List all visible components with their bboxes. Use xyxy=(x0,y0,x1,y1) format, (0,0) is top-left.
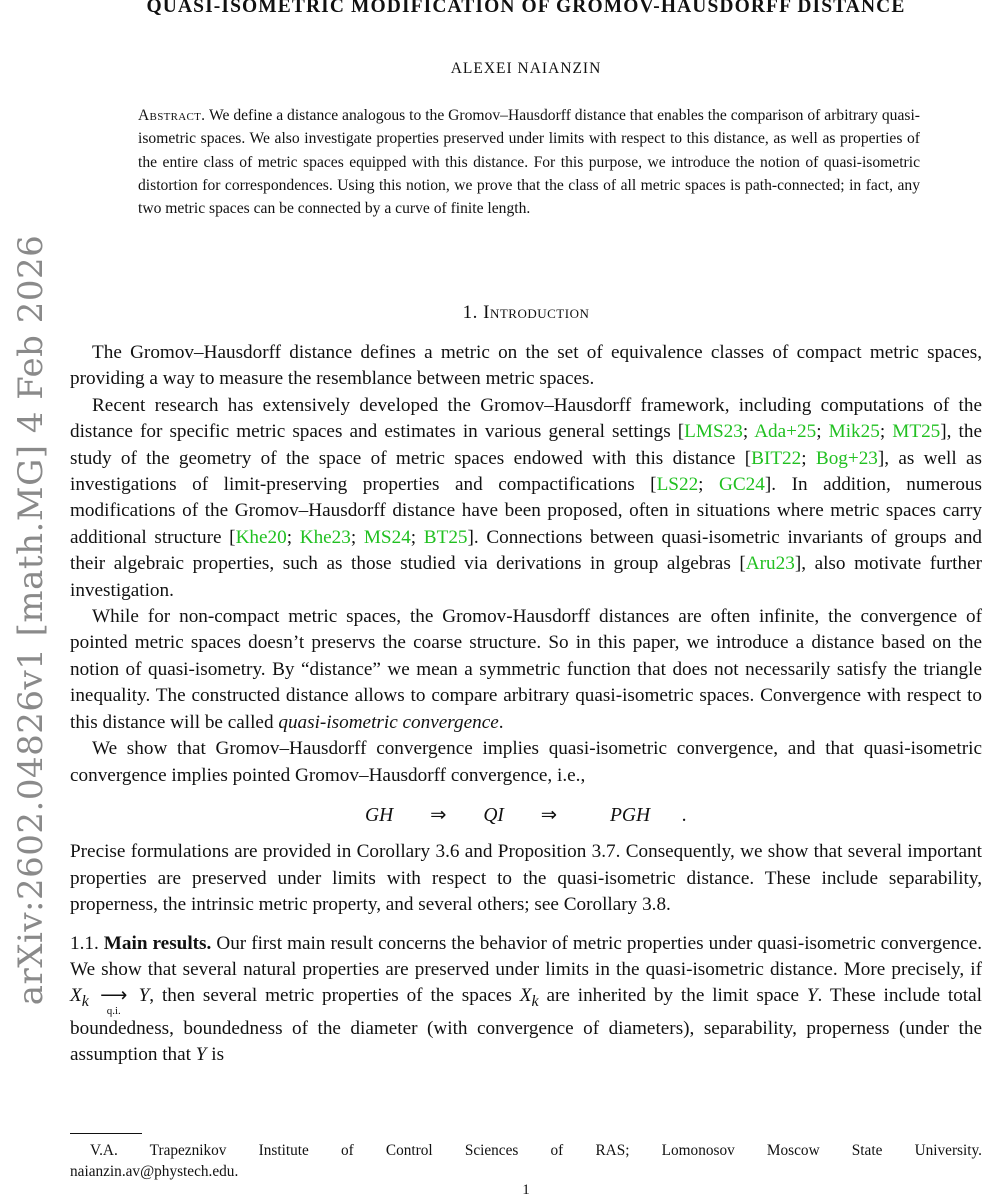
footnote-rule xyxy=(70,1133,142,1134)
equation-term: GH xyxy=(365,804,394,826)
subsection-heading: Main results. xyxy=(103,932,212,954)
page-number: 1 xyxy=(522,1182,530,1198)
main-body xyxy=(70,340,982,1068)
subsection-main-results xyxy=(70,931,982,1069)
citation-link[interactable]: LS22 xyxy=(656,474,699,496)
math-var: Y xyxy=(806,985,818,1007)
equation-term-text: PGH xyxy=(609,804,651,826)
citation-link[interactable]: Mik25 xyxy=(828,421,880,443)
implies-arrow: ⇒ xyxy=(430,804,447,826)
text-span: ], the study of the geometry of the space of metric spaces endowed with this distance [ xyxy=(70,421,982,469)
text-span: ], as well as investigations of limit-preserving properties and compactifications [ xyxy=(70,447,982,496)
citation-link[interactable]: Aru23 xyxy=(745,553,795,575)
text-span: ; xyxy=(742,421,755,443)
citation-link[interactable]: Bog+23 xyxy=(815,447,878,469)
text-span: Recent research has extensively developed the Gromov–Hausdorff framework, including computations of the distance for specific metric spaces and estimates in various general settings [ xyxy=(70,394,982,443)
arrow-subscript: q.i. xyxy=(106,1005,121,1018)
citation-link[interactable]: GC24 xyxy=(719,474,765,496)
text-span: ; xyxy=(286,526,300,548)
paragraph-1: The Gromov–Hausdorff distance defines a metric on the set of equivalence classes of compact metric spaces, providing a way to measure the resemblance between metric spaces. xyxy=(70,342,982,390)
arxiv-identifier-stamp: arXiv:2602.04826v1 [math.MG] 4 Feb 2026 xyxy=(11,234,51,1006)
text-span: . xyxy=(498,711,504,733)
citation-link[interactable]: BT25 xyxy=(423,526,468,548)
paragraph-2 xyxy=(70,393,982,604)
abstract-text: We define a distance analogous to the Gromov–Hausdorff distance that enables the comparison of arbitrary quasi-isometric spaces. We also investigate properties preserved under limits with respect to this distance, as well as properties of the entire class of metric spaces equipped with this distance. For this purpose, we introduce the notion of quasi-isometric distortion for correspondences. Using this notion, we prove that the class of all metric spaces is path-connected; in fact, any two metric spaces can be connected by a curve of finite length. xyxy=(138,107,920,218)
math-var: Y xyxy=(195,1043,207,1065)
paragraph-4: We show that Gromov–Hausdorff convergence implies quasi-isometric convergence, and that quasi-isometric convergence implies pointed Gromov–Hausdorff convergence, i.e., xyxy=(70,738,982,786)
text-span: ; xyxy=(801,447,816,469)
footnote-affiliation: V.A. Trapeznikov Institute of Control Sciences of RAS; Lomonosov Moscow State University. xyxy=(90,1142,982,1159)
text-span: . These include total boundedness, boundedness of the diameter (with convergence of diameters), separability, properness (under the assumption that xyxy=(70,985,983,1065)
footnote-email[interactable]: naianzin.av@phystech.edu. xyxy=(70,1163,239,1180)
display-equation xyxy=(70,803,982,829)
qi-convergence-arrow xyxy=(97,983,131,1018)
paragraph-3 xyxy=(70,604,982,736)
text-span: ; xyxy=(816,421,829,443)
math-var: X xyxy=(519,985,532,1007)
text-span: Our first main result concerns the behavior of metric properties under quasi-isometric convergence. We show that several natural properties are preserved under limits in the quasi-isometric distance. More precisely, if xyxy=(70,932,983,980)
footnote xyxy=(70,1140,982,1182)
text-span: ], also motivate further investigation. xyxy=(70,553,982,601)
section-title: Introduction xyxy=(483,302,590,323)
equation-term xyxy=(594,803,703,829)
citation-link[interactable]: Ada+25 xyxy=(754,421,817,443)
section-heading-introduction xyxy=(70,302,982,324)
implies-arrow: ⇒ xyxy=(540,804,558,826)
citation-link[interactable]: BIT22 xyxy=(751,447,802,469)
text-span: ; xyxy=(879,421,893,443)
emphasis-term: quasi-isometric convergence xyxy=(278,711,499,733)
text-span: ]. In addition, numerous modifications of the Gromov–Hausdorff distance have been proposed, often in situations where metric spaces carry additional structure [ xyxy=(70,474,982,548)
subsection-number: 1.1. xyxy=(70,932,99,954)
paper-title: QUASI-ISOMETRIC MODIFICATION OF GROMOV-HAUSDORFF DISTANCE xyxy=(146,0,906,17)
citation-link[interactable]: MT25 xyxy=(892,421,941,443)
text-span: ; xyxy=(410,526,424,548)
equation-period: . xyxy=(682,804,687,826)
math-subscript: k xyxy=(531,993,539,1011)
abstract-label: Abstract. xyxy=(138,107,206,124)
text-span: While for non-compact metric spaces, the Gromov-Hausdorff distances are often infinite, the convergence of pointed metric spaces doesn’t preservs the coarse structure. So in this paper, we introduce a distance based on the notion of quasi-isometry. By “distance” we mean a symmetric function that does not necessarily satisfy the triangle inequality. The constructed distance allows to compare arbitrary quasi-isometric spaces. Convergence with respect to this distance will be called xyxy=(70,606,982,733)
citation-link[interactable]: MS24 xyxy=(363,526,411,548)
arrow-glyph: ⟶ xyxy=(100,985,128,1007)
text-span: ]. Connections between quasi-isometric invariants of groups and their algebraic properties, such as those studied via derivations in group algebras [ xyxy=(70,526,983,575)
citation-link[interactable]: Khe23 xyxy=(299,526,351,548)
text-span: are inherited by the limit space xyxy=(538,985,807,1007)
citation-link[interactable]: LMS23 xyxy=(684,421,743,443)
math-subscript: k xyxy=(81,993,89,1011)
citation-link[interactable]: Khe20 xyxy=(235,526,287,548)
section-number: 1. xyxy=(462,302,478,323)
math-var: Y xyxy=(138,985,150,1007)
paragraph-5: Precise formulations are provided in Corollary 3.6 and Proposition 3.7. Consequently, we show that several important properties are preserved under limits with respect to the quasi-isometric distance. These include separability, properness, the intrinsic metric property, and several others; see Corollary 3.8. xyxy=(70,841,982,916)
equation-term: QI xyxy=(483,804,504,826)
math-var: X xyxy=(70,985,82,1007)
text-span: ; xyxy=(350,526,364,548)
author-name: ALEXEI NAIANZIN xyxy=(450,60,602,77)
text-span: ; xyxy=(698,474,720,496)
text-span: , then several metric properties of the spaces xyxy=(149,985,520,1007)
abstract xyxy=(138,104,920,220)
text-span: is xyxy=(206,1043,225,1065)
